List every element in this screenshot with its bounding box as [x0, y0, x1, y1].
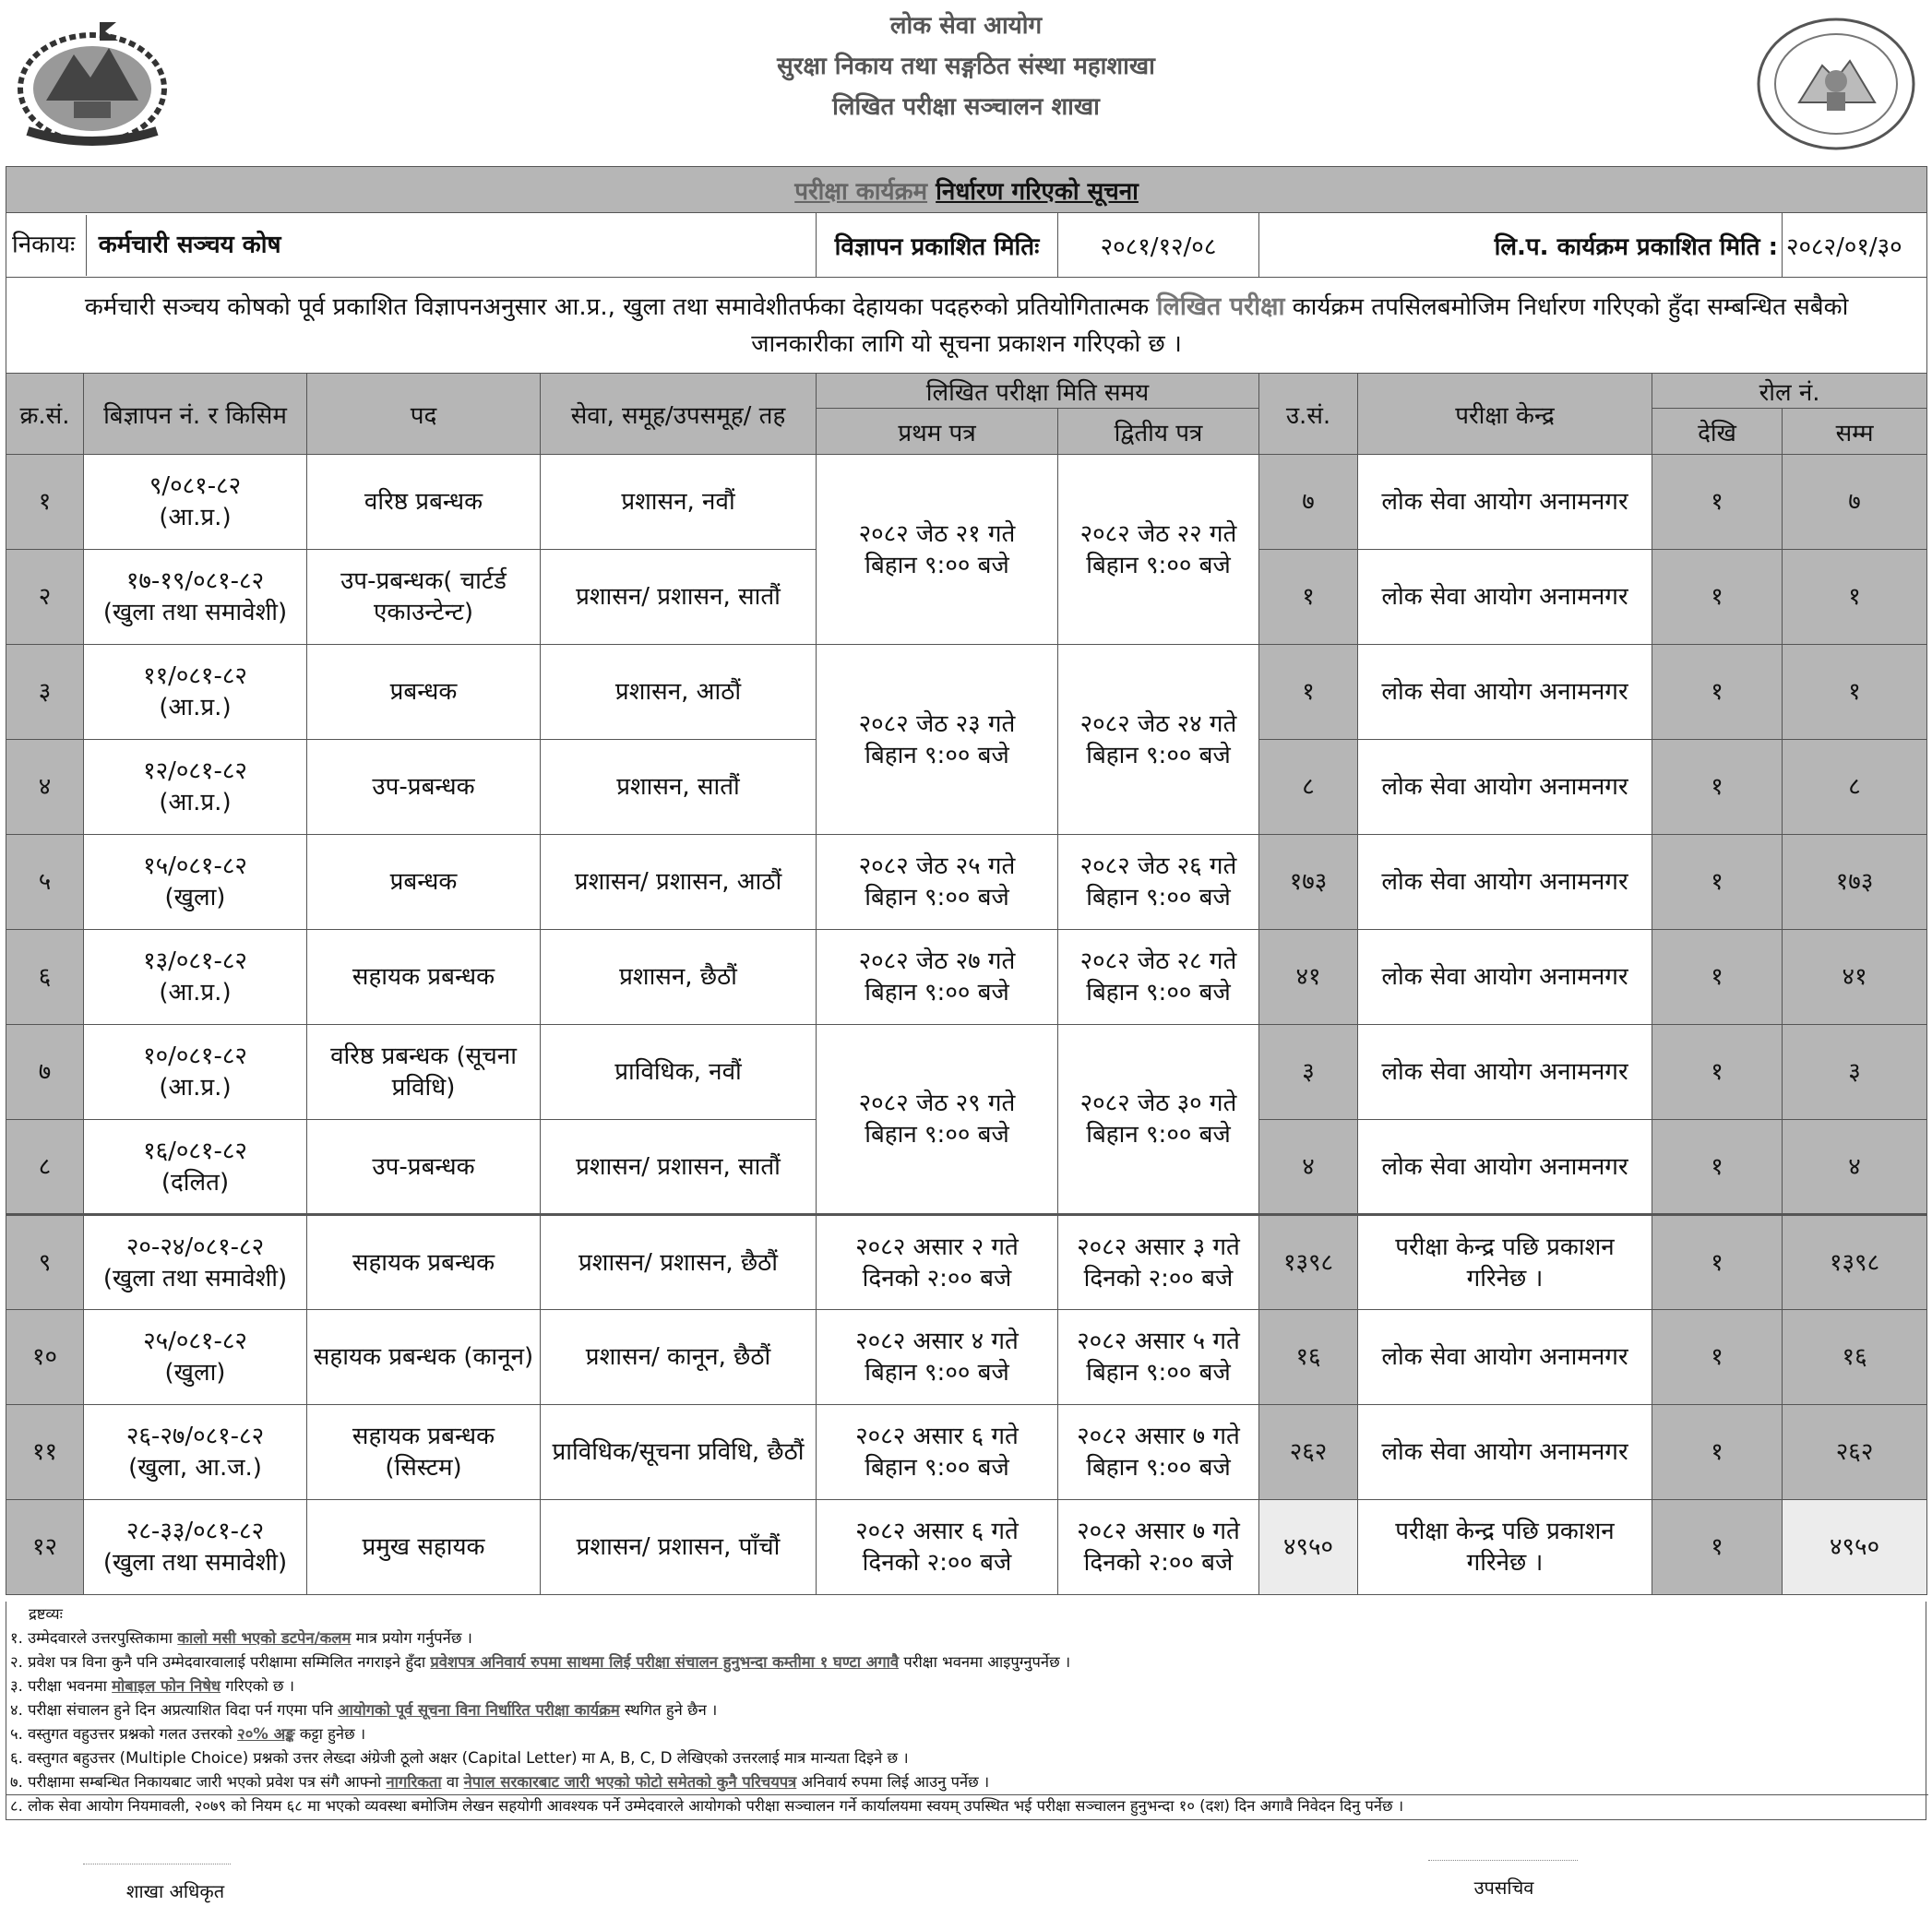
row-candidates: ७ — [1259, 455, 1358, 550]
row-paper2-date: २०८२ जेठ ३० गते बिहान ९:०० बजे — [1058, 1025, 1259, 1215]
notice-title-row — [6, 167, 1927, 213]
row-service: प्रशासन, छैठौं — [541, 930, 817, 1025]
notice-title — [6, 167, 1927, 213]
table-row — [6, 1310, 1927, 1405]
row-candidates: १ — [1259, 645, 1358, 740]
row-center: लोक सेवा आयोग अनामनगर — [1358, 930, 1652, 1025]
header-roll-from: देखि — [1652, 409, 1783, 455]
row-post: वरिष्ठ प्रबन्धक — [307, 455, 541, 550]
row-service: प्रशासन/ प्रशासन, पाँचौं — [541, 1500, 817, 1595]
row-service: प्रशासन/ कानून, छैठौं — [541, 1310, 817, 1405]
row-paper2-date: २०८२ असार ५ गते बिहान ९:०० बजे — [1058, 1310, 1259, 1405]
notice-paragraph — [6, 278, 1927, 374]
header-candidates: उ.सं. — [1259, 374, 1358, 455]
table-row — [6, 930, 1927, 1025]
psc-seal-icon — [1753, 15, 1919, 153]
row-sn: २ — [6, 550, 84, 645]
note-6: ६. वस्तुगत बहुउत्तर (Multiple Choice) प्रश्नको उत्तर लेख्दा अंग्रेजी ठूलो अक्षर (Capital Letter) मा A, B, C, D लेखिएको उत्तरलाई मात्र मान्यता दिइने छ । — [10, 1749, 909, 1767]
row-service: प्राविधिक/सूचना प्रविधि, छैठौं — [541, 1405, 817, 1500]
row-post: उप-प्रबन्धक — [307, 1120, 541, 1215]
row-sn: १० — [6, 1310, 84, 1405]
row-roll-from: १ — [1652, 835, 1783, 930]
row-roll-from: १ — [1652, 455, 1783, 550]
header-roll-to: सम्म — [1783, 409, 1927, 455]
row-center: लोक सेवा आयोग अनामनगर — [1358, 835, 1652, 930]
row-center: लोक सेवा आयोग अनामनगर — [1358, 1310, 1652, 1405]
row-paper2-date: २०८२ असार ७ गते दिनको २:०० बजे — [1058, 1500, 1259, 1595]
row-roll-to: २६२ — [1783, 1405, 1927, 1500]
row-adv: १७-१९/०८१-८२ (खुला तथा समावेशी) — [84, 550, 307, 645]
row-roll-from: १ — [1652, 1405, 1783, 1500]
exam-schedule-table — [6, 166, 1927, 1595]
adv-date-value: २०८१/१२/०८ — [1058, 213, 1259, 278]
paragraph-highlight: लिखित परीक्षा — [1156, 292, 1285, 321]
notice-title-part1: परीक्षा कार्यक्रम — [794, 177, 928, 206]
prog-date-value: २०८२/०१/३० — [1783, 213, 1927, 278]
note-3: ३. परीक्षा भवनमा मोबाइल फोन निषेध गरिएको छ । — [10, 1677, 294, 1695]
notes-section — [6, 1602, 1926, 1820]
agency-cell — [6, 213, 307, 278]
row-adv: ९/०८१-८२ (आ.प्र.) — [84, 455, 307, 550]
row-adv: १६/०८१-८२ (दलित) — [84, 1120, 307, 1215]
header-center: परीक्षा केन्द्र — [1358, 374, 1652, 455]
division-name: सुरक्षा निकाय तथा सङ्गठित संस्था महाशाखा — [777, 53, 1155, 80]
table-row — [6, 1500, 1927, 1595]
notes-heading: द्रष्टव्यः — [29, 1605, 63, 1623]
left-signatory: शाखा अधिकृत — [125, 1880, 225, 1902]
row-center: लोक सेवा आयोग अनामनगर — [1358, 550, 1652, 645]
row-post: उप-प्रबन्धक( चार्टर्ड एकाउन्टेन्ट) — [307, 550, 541, 645]
row-adv: १५/०८१-८२ (खुला) — [84, 835, 307, 930]
prog-date-label: लि.प. कार्यक्रम प्रकाशित मिति : — [1259, 213, 1783, 278]
right-signatory: उपसचिव — [1473, 1876, 1534, 1899]
row-candidates: १७३ — [1259, 835, 1358, 930]
row-sn: ८ — [6, 1120, 84, 1215]
row-candidates: ४९५० — [1259, 1500, 1358, 1595]
row-roll-to: १३९८ — [1783, 1215, 1927, 1310]
row-paper1-date: २०८२ जेठ २३ गते बिहान ९:०० बजे — [817, 645, 1058, 835]
row-roll-from: १ — [1652, 740, 1783, 835]
row-sn: ९ — [6, 1215, 84, 1310]
header-exam-datetime: लिखित परीक्षा मिति समय — [817, 374, 1259, 409]
row-post: सहायक प्रबन्धक (सिस्टम) — [307, 1405, 541, 1500]
paragraph-text-a: कर्मचारी सञ्चय कोषको पूर्व प्रकाशित विज्ञापनअनुसार आ.प्र., खुला तथा समावेशीतर्फका देहायका पदहरुको प्रतियोगितात्मक — [84, 292, 1150, 321]
header-sn: क्र.सं. — [6, 374, 84, 455]
row-roll-to: ७ — [1783, 455, 1927, 550]
header-paper2: द्वितीय पत्र — [1058, 409, 1259, 455]
row-adv: २५/०८१-८२ (खुला) — [84, 1310, 307, 1405]
row-roll-from: १ — [1652, 1120, 1783, 1215]
note-1: १. उम्मेदवारले उत्तरपुस्तिकामा कालो मसी भएको डटपेन/कलम मात्र प्रयोग गर्नुपर्नेछ । — [10, 1629, 472, 1647]
row-paper2-date: २०८२ जेठ २४ गते बिहान ९:०० बजे — [1058, 645, 1259, 835]
note-5: ५. वस्तुगत वहुउत्तर प्रश्नको गलत उत्तरको २०% अङ्क कट्टा हुनेछ । — [10, 1725, 366, 1743]
notice-title-part2: निर्धारण गरिएको सूचना — [936, 177, 1139, 206]
row-paper2-date: २०८२ असार ७ गते बिहान ९:०० बजे — [1058, 1405, 1259, 1500]
row-sn: ११ — [6, 1405, 84, 1500]
header-paper1: प्रथम पत्र — [817, 409, 1058, 455]
row-paper1-date: २०८२ जेठ २७ गते बिहान ९:०० बजे — [817, 930, 1058, 1025]
row-adv: २६-२७/०८१-८२ (खुला, आ.ज.) — [84, 1405, 307, 1500]
row-paper2-date: २०८२ जेठ २६ गते बिहान ९:०० बजे — [1058, 835, 1259, 930]
row-roll-from: १ — [1652, 645, 1783, 740]
row-adv: २८-३३/०८१-८२ (खुला तथा समावेशी) — [84, 1500, 307, 1595]
row-paper1-date: २०८२ असार ६ गते बिहान ९:०० बजे — [817, 1405, 1058, 1500]
row-center: लोक सेवा आयोग अनामनगर — [1358, 1405, 1652, 1500]
note-2: २. प्रवेश पत्र विना कुनै पनि उम्मेदवारवालाई परीक्षामा सम्मिलित नगराइने हुँदा प्रवेशपत्र अनिवार्य रुपमा साथमा लिई परीक्षा संचालन हुनुभन्दा कम्तीमा १ घण्टा अगावै परीक्षा भवनमा आइपुग्नुपर्नेछ । — [10, 1653, 1071, 1671]
header-roll: रोल नं. — [1652, 374, 1927, 409]
row-sn: ५ — [6, 835, 84, 930]
row-paper1-date: २०८२ जेठ २५ गते बिहान ९:०० बजे — [817, 835, 1058, 930]
table-header-row-1 — [6, 374, 1927, 409]
note-8: ८. लोक सेवा आयोग नियमावली, २०७९ को नियम ६८ मा भएको व्यवस्था बमोजिम लेखन सहयोगी आवश्यक पर्ने उम्मेदवारले आयोगको परीक्षा सञ्चालन गर्ने कार्यालयमा स्वयम् उपस्थित भई परीक्षा सञ्चालन हुनुभन्दा १० (दश) दिन अगावै निवेदन दिनु पर्नेछ । — [6, 1794, 1928, 1817]
row-service: प्रशासन, सातौं — [541, 740, 817, 835]
row-paper2-date: २०८२ जेठ २८ गते बिहान ९:०० बजे — [1058, 930, 1259, 1025]
row-roll-from: १ — [1652, 1025, 1783, 1120]
row-candidates: ४ — [1259, 1120, 1358, 1215]
row-candidates: १६ — [1259, 1310, 1358, 1405]
row-roll-to: ३ — [1783, 1025, 1927, 1120]
row-paper2-date: २०८२ असार ३ गते दिनको २:०० बजे — [1058, 1215, 1259, 1310]
note-4: ४. परीक्षा संचालन हुने दिन अप्रत्याशित विदा पर्न गएमा पनि आयोगको पूर्व सूचना विना निर्धारित परीक्षा कार्यक्रम स्थगित हुने छैन । — [10, 1701, 718, 1719]
row-roll-to: १ — [1783, 645, 1927, 740]
row-paper1-date: २०८२ असार ६ गते दिनको २:०० बजे — [817, 1500, 1058, 1595]
row-sn: ४ — [6, 740, 84, 835]
row-candidates: १३९८ — [1259, 1215, 1358, 1310]
row-adv: १२/०८१-८२ (आ.प्र.) — [84, 740, 307, 835]
row-adv: २०-२४/०८१-८२ (खुला तथा समावेशी) — [84, 1215, 307, 1310]
row-service: प्रशासन, आठौं — [541, 645, 817, 740]
row-center: लोक सेवा आयोग अनामनगर — [1358, 1120, 1652, 1215]
row-sn: ७ — [6, 1025, 84, 1120]
row-sn: १२ — [6, 1500, 84, 1595]
row-service: प्रशासन/ प्रशासन, छैठौं — [541, 1215, 817, 1310]
row-center: लोक सेवा आयोग अनामनगर — [1358, 1025, 1652, 1120]
row-roll-to: १६ — [1783, 1310, 1927, 1405]
adv-date-label: विज्ञापन प्रकाशित मितिः — [817, 213, 1058, 278]
row-post: वरिष्ठ प्रबन्धक (सूचना प्रविधि) — [307, 1025, 541, 1120]
commission-name: लोक सेवा आयोग — [889, 12, 1043, 40]
paragraph-text-b: कार्यक्रम तपसिलबमोजिम निर्धारण गरिएको हुँदा सम्बन्धित सबैको — [1292, 292, 1849, 321]
row-roll-to: १ — [1783, 550, 1927, 645]
row-roll-from: १ — [1652, 1500, 1783, 1595]
agency-label: निकायः — [12, 231, 76, 258]
table-row — [6, 455, 1927, 550]
row-adv: १३/०८१-८२ (आ.प्र.) — [84, 930, 307, 1025]
row-service: प्रशासन/ प्रशासन, आठौं — [541, 835, 817, 930]
row-center: लोक सेवा आयोग अनामनगर — [1358, 740, 1652, 835]
row-roll-to: १७३ — [1783, 835, 1927, 930]
row-center: परीक्षा केन्द्र पछि प्रकाशन गरिनेछ । — [1358, 1215, 1652, 1310]
row-roll-to: ४१ — [1783, 930, 1927, 1025]
header-post: पद — [307, 374, 541, 455]
row-roll-from: १ — [1652, 930, 1783, 1025]
row-service: प्राविधिक, नवौं — [541, 1025, 817, 1120]
row-sn: ६ — [6, 930, 84, 1025]
row-roll-to: ४९५० — [1783, 1500, 1927, 1595]
row-roll-to: ४ — [1783, 1120, 1927, 1215]
notice-info-row — [6, 213, 1927, 278]
row-roll-from: १ — [1652, 550, 1783, 645]
row-roll-from: १ — [1652, 1215, 1783, 1310]
row-post: सहायक प्रबन्धक — [307, 1215, 541, 1310]
row-service: प्रशासन/ प्रशासन, सातौं — [541, 1120, 817, 1215]
row-center: लोक सेवा आयोग अनामनगर — [1358, 455, 1652, 550]
row-post: सहायक प्रबन्धक (कानून) — [307, 1310, 541, 1405]
note-7: ७. परीक्षामा सम्बन्धित निकायबाट जारी भएको प्रवेश पत्र संगै आफ्नो नागरिकता वा नेपाल सरकारबाट जारी भएको फोटो समेतको कुनै परिचयपत्र अनिवार्य रुपमा लिई आउनु पर्नेछ । — [10, 1773, 990, 1791]
row-center: लोक सेवा आयोग अनामनगर — [1358, 645, 1652, 740]
row-service: प्रशासन, नवौं — [541, 455, 817, 550]
row-post: प्रबन्धक — [307, 645, 541, 740]
row-paper1-date: २०८२ जेठ २९ गते बिहान ९:०० बजे — [817, 1025, 1058, 1215]
table-row — [6, 835, 1927, 930]
row-roll-from: १ — [1652, 1310, 1783, 1405]
table-row — [6, 1215, 1927, 1310]
row-candidates: २६२ — [1259, 1405, 1358, 1500]
row-service: प्रशासन/ प्रशासन, सातौं — [541, 550, 817, 645]
paragraph-text-c: जानकारीका लागि यो सूचना प्रकाशन गरिएको छ । — [751, 329, 1182, 358]
row-roll-to: ८ — [1783, 740, 1927, 835]
table-row — [6, 645, 1927, 740]
row-post: उप-प्रबन्धक — [307, 740, 541, 835]
row-adv: ११/०८१-८२ (आ.प्र.) — [84, 645, 307, 740]
row-paper1-date: २०८२ असार ४ गते बिहान ९:०० बजे — [817, 1310, 1058, 1405]
agency-value: कर्मचारी सञ्चय कोष — [98, 231, 281, 258]
row-sn: ३ — [6, 645, 84, 740]
row-paper1-date: २०८२ जेठ २१ गते बिहान ९:०० बजे — [817, 455, 1058, 645]
header-adv: बिज्ञापन नं. र किसिम — [84, 374, 307, 455]
header-service: सेवा, समूह/उपसमूह/ तह — [541, 374, 817, 455]
letterhead — [0, 0, 1932, 166]
row-candidates: ४१ — [1259, 930, 1358, 1025]
table-row — [6, 1405, 1927, 1500]
row-post: प्रबन्धक — [307, 835, 541, 930]
row-center: परीक्षा केन्द्र पछि प्रकाशन गरिनेछ । — [1358, 1500, 1652, 1595]
row-candidates: ८ — [1259, 740, 1358, 835]
row-sn: १ — [6, 455, 84, 550]
section-name: लिखित परीक्षा सञ्चालन शाखा — [832, 93, 1100, 121]
table-row — [6, 1025, 1927, 1120]
right-signature-line — [1428, 1860, 1578, 1861]
row-adv: १०/०८१-८२ (आ.प्र.) — [84, 1025, 307, 1120]
row-candidates: १ — [1259, 550, 1358, 645]
row-paper1-date: २०८२ असार २ गते दिनको २:०० बजे — [817, 1215, 1058, 1310]
row-post: सहायक प्रबन्धक — [307, 930, 541, 1025]
row-candidates: ३ — [1259, 1025, 1358, 1120]
row-post: प्रमुख सहायक — [307, 1500, 541, 1595]
notice-paragraph-row — [6, 278, 1927, 374]
row-paper2-date: २०८२ जेठ २२ गते बिहान ९:०० बजे — [1058, 455, 1259, 645]
